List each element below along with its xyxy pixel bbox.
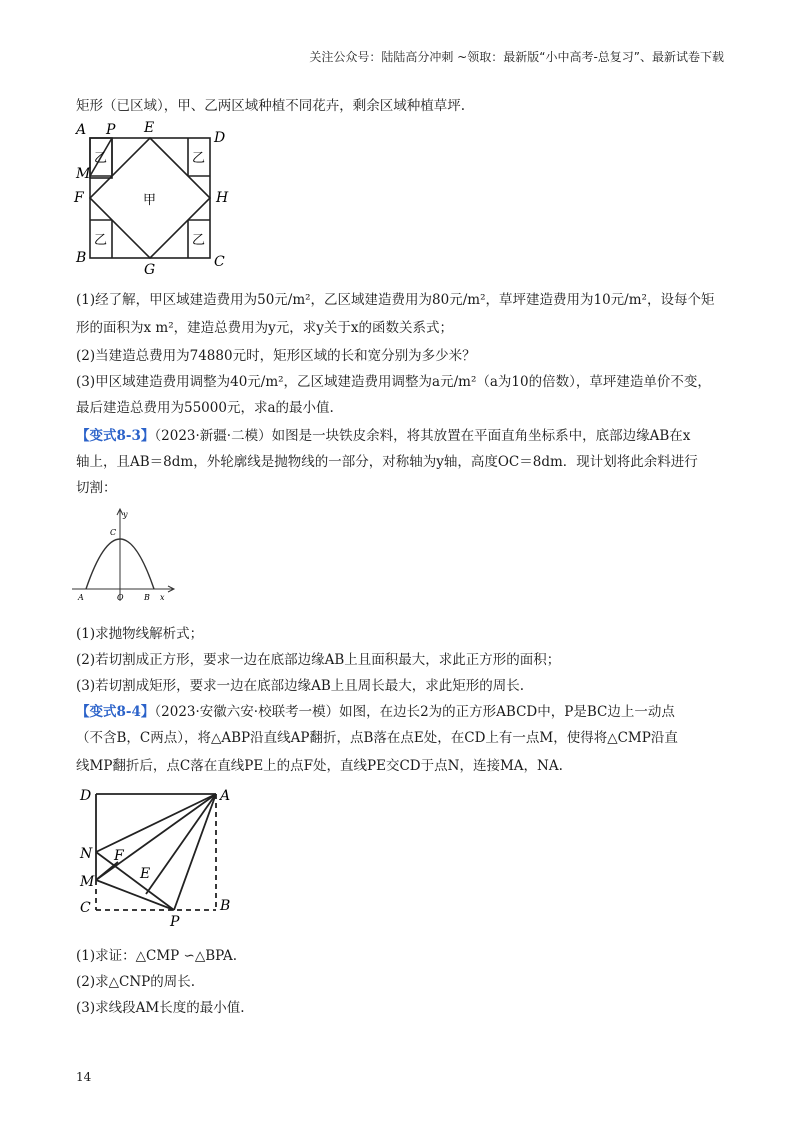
label-C: C bbox=[80, 900, 91, 916]
page-number: 14 bbox=[76, 1070, 92, 1084]
text-line: (3)若切割成矩形，要求一边在底部边缘AB上且周长最大，求此矩形的周长. bbox=[76, 678, 525, 694]
label-M: M bbox=[76, 166, 91, 182]
label-O: O bbox=[117, 593, 124, 602]
text-line: 【变式8-4】（2023·安徽六安·校联考一模）如图，在边长2为的正方形ABCD中，P是BC边上一动点 bbox=[76, 704, 675, 720]
label-y: y bbox=[123, 510, 128, 519]
text-line: (2)求△CNP的周长. bbox=[76, 974, 196, 990]
text-line: 形的面积为x m²，建造总费用为y元，求y关于x的函数关系式； bbox=[76, 320, 453, 336]
text-line: 轴上，且AB＝8dm，外轮廓线是抛物线的一部分，对称轴为y轴，高度OC＝8dm．现计划将此余料进行 bbox=[76, 454, 698, 470]
label-M: M bbox=[80, 874, 95, 890]
text-line: （不含B，C两点），将△ABP沿直线AP翻折，点B落在点E处，在CD上有一点M，使得将△CMP沿直 bbox=[76, 730, 678, 746]
region-yi: 乙 bbox=[192, 233, 206, 248]
label-x: x bbox=[160, 593, 165, 602]
label-F: F bbox=[114, 848, 124, 864]
label-H: H bbox=[216, 190, 229, 206]
figure-rectangle-garden bbox=[70, 118, 240, 278]
region-yi: 乙 bbox=[94, 151, 108, 166]
text-line: 最后建造总费用为55000元，求a的最小值. bbox=[76, 400, 334, 416]
tag-variant-8-3: 【变式8-3】 bbox=[76, 428, 155, 444]
region-yi: 乙 bbox=[192, 151, 206, 166]
figure-parabola bbox=[68, 505, 178, 605]
label-A: A bbox=[76, 122, 87, 138]
label-P: P bbox=[170, 914, 180, 930]
label-N: N bbox=[80, 846, 93, 862]
text-line: (1)经了解，甲区域建造费用为50元/m²，乙区域建造费用为80元/m²，草坪建造费用为10元/m²，设每个矩 bbox=[76, 292, 715, 308]
label-C: C bbox=[110, 528, 117, 537]
text-line: (2)若切割成正方形，要求一边在底部边缘AB上且面积最大，求此正方形的面积； bbox=[76, 652, 561, 668]
text-line: (3)甲区域建造费用调整为40元/m²，乙区域建造费用调整为a元/m²（a为10的倍数），草坪建造单价不变， bbox=[76, 374, 711, 390]
region-jia: 甲 bbox=[143, 193, 157, 208]
label-B: B bbox=[76, 250, 87, 266]
label-P: P bbox=[106, 122, 116, 138]
label-D: D bbox=[214, 130, 226, 146]
text-line: (2)当建造总费用为74880元时，矩形区域的长和宽分别为多少米？ bbox=[76, 348, 476, 364]
region-yi: 乙 bbox=[94, 233, 108, 248]
label-E: E bbox=[144, 120, 155, 136]
text-line: (1)求抛物线解析式； bbox=[76, 626, 204, 642]
text-line: 矩形（已区域），甲、乙两区域种植不同花卉，剩余区域种植草坪. bbox=[76, 98, 466, 114]
text-line: 【变式8-3】（2023·新疆·二模）如图是一块铁皮余料，将其放置在平面直角坐标系中，底部边缘AB在x bbox=[76, 428, 691, 444]
label-A: A bbox=[220, 788, 231, 804]
label-B: B bbox=[220, 898, 231, 914]
text-line: 切割： bbox=[76, 480, 117, 496]
label-F: F bbox=[74, 190, 84, 206]
text-line: (3)求线段AM长度的最小值. bbox=[76, 1000, 245, 1016]
text-line: 线MP翻折后，点C落在直线PE上的点F处，直线PE交CD于点N，连接MA，NA. bbox=[76, 758, 563, 774]
tag-variant-8-4: 【变式8-4】 bbox=[76, 704, 155, 720]
figure-square-folding bbox=[74, 782, 244, 932]
label-G: G bbox=[144, 262, 156, 278]
page-header: 关注公众号：陆陆高分冲刺 ~领取：最新版“小中高考-总复习”、最新试卷下载 bbox=[309, 50, 724, 64]
label-B: B bbox=[144, 593, 150, 602]
label-D: D bbox=[80, 788, 92, 804]
label-A: A bbox=[78, 593, 84, 602]
text-line: (1)求证：△CMP ∽△BPA. bbox=[76, 948, 238, 964]
label-E: E bbox=[140, 866, 151, 882]
label-C: C bbox=[214, 254, 225, 270]
